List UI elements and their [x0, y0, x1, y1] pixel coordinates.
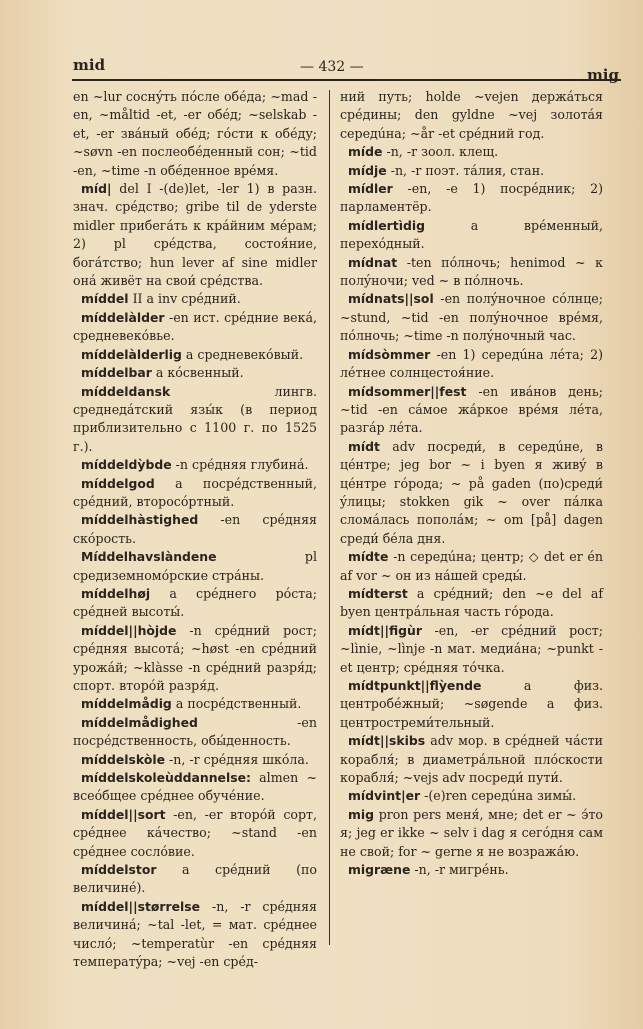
entry-headword: mídt||skibs: [348, 733, 426, 749]
entry-definition: del I -(de)let, -ler 1) в разн. знач. срéдство; gribe til de yderste midler прибегáть к крáйним мéрам; 2) pl срéдства, состоя́ние, богáтство; hun lever af sine midler онá живёт на свои́ срéдства.: [73, 181, 317, 289]
entry-definition: -en, -er вторóй сорт, срéднее кáчество; ~stand -en срéднее сослóвие.: [73, 806, 317, 859]
dictionary-entry: [73, 548, 317, 585]
entry-definition: a посрéдственный.: [171, 696, 302, 712]
dictionary-entry: [340, 162, 603, 180]
dictionary-entry: [73, 88, 317, 180]
entry-definition: -ten пóлночь; henimod ~ к полýночи; ved ~ в пóлночь.: [340, 254, 603, 289]
column-divider: [329, 90, 330, 945]
dictionary-entry: [73, 751, 317, 769]
dictionary-entry: [73, 714, 317, 751]
entry-definition: a кóсвенный.: [151, 365, 244, 381]
entry-headword: míddel||størrelse: [81, 898, 201, 914]
entry-definition: a срéднего рóста; срéдней высоты́.: [73, 585, 317, 620]
entry-definition: -en ивáнов день; ~tid -en сáмое жáркое врéмя лéта, разгáр лéта.: [340, 383, 603, 436]
entry-headword: míddeldỳbde: [81, 457, 172, 473]
entry-headword: míddel||hòjde: [81, 622, 177, 638]
entry-definition: -n середúна; центр; ◇ det er én af vor ~ он из нáшей среды́.: [340, 549, 603, 583]
dictionary-entry: [340, 254, 603, 291]
dictionary-entry: [340, 861, 603, 879]
entry-headword: míddelmådighed: [81, 714, 198, 730]
entry-definition: a срéдний; den ~e del af byen центрáльная часть гóрода.: [340, 585, 603, 620]
entry-definition: -n срéдний рост; срéдняя высотá; ~høst -en срéдний урожáй; ~klàsse -n срéдний разря́д; спорт. вторóй разря́д.: [73, 622, 317, 693]
entry-definition: almen ~ всеóбщее срéднее обучéние.: [73, 770, 317, 804]
entry-definition: a врéменный, перехóдный.: [340, 217, 603, 252]
left-column: [73, 88, 317, 972]
entry-headword: mídsòmmer: [348, 346, 431, 362]
entry-definition: -en ист. срéдние векá, средневекóвье.: [73, 309, 317, 344]
entry-definition: a физ. центробéжный; ~søgende a физ. центростреми́тельный.: [340, 678, 603, 730]
dictionary-entry: [73, 861, 317, 898]
dictionary-entry: [73, 769, 317, 806]
entry-headword: mídtpunkt||flỳende: [348, 678, 482, 693]
dictionary-entry: [340, 180, 603, 217]
entry-headword: míddelàlderlig: [81, 346, 182, 362]
entry-headword: míddelbar: [81, 365, 152, 381]
entry-definition: adv мор. в срéдней чáсти корабля́; в диаметрáльной плóскости корабля́; ~vejs adv посреди́ пути́.: [340, 733, 603, 786]
dictionary-entry: [73, 585, 317, 622]
entry-headword: míd|: [81, 181, 112, 197]
entry-definition: adv посреди́, в середúне, в цéнтре; jeg bor ~ i byen я живý в цéнтре гóрода; ~ på gaden (по)среди́ ýлицы; stokken gik ~ over пáлка сломáлась пополáм; ~ om [på] dagen среди́ бéла дня.: [340, 438, 603, 546]
entry-definition: -en, -e 1) посрéдник; 2) парламентёр.: [340, 181, 603, 215]
entry-headword: míddelgod: [81, 475, 155, 491]
entry-headword: míddelmådig: [81, 696, 172, 712]
dictionary-entry: [340, 548, 603, 585]
dictionary-entry: [73, 180, 317, 290]
entry-headword: mídler: [348, 181, 393, 197]
entry-headword: mídnat: [348, 254, 398, 270]
entry-definition: -n срéдняя глубинá.: [171, 457, 309, 473]
dictionary-entry: [340, 622, 603, 677]
entry-headword: mídterst: [348, 585, 408, 601]
entry-definition: -n, -r срéдняя величинá; ~tal -let, = мат. срéднее числó; ~temperatùr -en срéдняя температýра; ~vej -en срéд-: [73, 898, 317, 970]
entry-headword: Míddelhavslàndene: [81, 549, 217, 565]
entry-definition: -en полýночное сóлнце; ~stund, ~tid -en полýночное врéмя, пóлночь; ~time -n полýночный час.: [340, 291, 603, 344]
dictionary-entry: [73, 383, 317, 457]
entry-definition: -en посрéдственность, обы́денность.: [73, 714, 317, 749]
entry-headword: míddelàlder: [81, 309, 165, 325]
entry-headword: míddeldansk: [81, 383, 171, 399]
dictionary-entry: [340, 806, 603, 861]
dictionary-entry: [340, 438, 603, 548]
dictionary-entry: [73, 511, 317, 548]
dictionary-entry: [73, 309, 317, 346]
dictionary-entry: [340, 787, 603, 805]
entry-headword: migræne: [348, 862, 411, 878]
dictionary-entry: [340, 290, 603, 345]
dictionary-entry: [340, 585, 603, 622]
entry-headword: mídnats||sol: [348, 291, 434, 307]
entry-headword: mídt: [348, 438, 380, 454]
entry-definition: pl средиземномóрские стрáны.: [73, 549, 317, 583]
dictionary-entry: [73, 456, 317, 474]
entry-definition: ний путь; holde ~vejen держáться срéдины; den gyldne ~vej золотáя середúна; ~år -et срéдний год.: [340, 89, 603, 141]
header-left-guide-word: mid: [73, 56, 106, 74]
entry-definition: pron pers меня́, мне; det er ~ э́то я; jeg er ikke ~ selv i dag я сегóдня сам не свой; for ~ gerne я не возражáю.: [340, 806, 603, 859]
entry-definition: -(e)ren середúна зимы́.: [420, 788, 577, 804]
entry-definition: -en 1) середúна лéта; 2) лéтнее солнцестоя́ние.: [340, 346, 603, 381]
entry-headword: míddel||sort: [81, 806, 166, 822]
entry-definition: -en срéдняя скóрость.: [73, 512, 317, 546]
dictionary-entry: [340, 383, 603, 438]
entry-definition: a срéдний (по величинé).: [73, 862, 317, 896]
dictionary-entry: [340, 143, 603, 161]
header-rule: [72, 79, 621, 81]
dictionary-entry: [73, 475, 317, 512]
entry-definition: -n, -r срéдняя шкóла.: [165, 751, 309, 767]
entry-headword: mídlertìdig: [348, 217, 425, 233]
entry-definition: a посрéдственный, срéдний, второсóртный.: [73, 475, 317, 509]
entry-definition: -n, -r поэт. тáлия, стан.: [386, 162, 545, 178]
entry-headword: mídvint|er: [348, 788, 421, 804]
entry-headword: mídsommer||fest: [348, 383, 467, 399]
header-right-guide-word: mig: [586, 66, 619, 84]
entry-headword: míddelskoleùddannelse:: [81, 770, 251, 786]
entry-headword: míddelhøj: [81, 585, 151, 601]
entry-headword: míde: [348, 144, 383, 160]
entry-headword: mídt||figùr: [348, 622, 422, 638]
dictionary-entry: [73, 622, 317, 696]
dictionary-entry: [73, 898, 317, 972]
entry-definition: en ~lur соснýть пóсле обéда; ~mad -en, ~måltid -et, -er обéд; ~selskab -et, -er звáный обéд; гóсти к обéду; ~søvn -en послеобéденный сон; ~tid -en, ~time -n обéденное врéмя.: [73, 89, 317, 178]
dictionary-entry: [340, 732, 603, 787]
entry-headword: míddelskòle: [81, 751, 165, 767]
dictionary-entry: [340, 88, 603, 143]
entry-definition: II a inv срéдний.: [128, 291, 241, 307]
entry-headword: mídje: [348, 162, 387, 178]
dictionary-entry: [73, 806, 317, 861]
dictionary-entry: [340, 677, 603, 732]
dictionary-entry: [73, 364, 317, 382]
dictionary-entry: [73, 290, 317, 308]
dictionary-entry: [73, 695, 317, 713]
dictionary-entry: [73, 346, 317, 364]
dictionary-entry: [340, 217, 603, 254]
page-number: — 432 —: [300, 59, 364, 75]
entry-definition: лингв. среднедáтский язы́к (в период приблизительно с 1100 г. по 1525 г.).: [73, 383, 317, 454]
entry-headword: míddelstor: [81, 862, 157, 878]
dictionary-entry: [340, 346, 603, 383]
entry-definition: -en, -er срéдний рост; ~lìnie, ~lìnje -n мат. медиáна; ~punkt -et центр; срéдняя тóчка.: [340, 622, 603, 675]
entry-headword: míddelhàstighed: [81, 512, 199, 528]
entry-definition: a средневекóвый.: [181, 346, 304, 362]
right-column: [340, 88, 603, 879]
entry-headword: mídte: [348, 549, 389, 565]
entry-definition: -n, -r мигрéнь.: [410, 862, 509, 878]
entry-headword: mig: [348, 806, 375, 822]
entry-headword: míddel: [81, 291, 129, 307]
entry-definition: -n, -r зоол. клещ.: [382, 144, 499, 160]
